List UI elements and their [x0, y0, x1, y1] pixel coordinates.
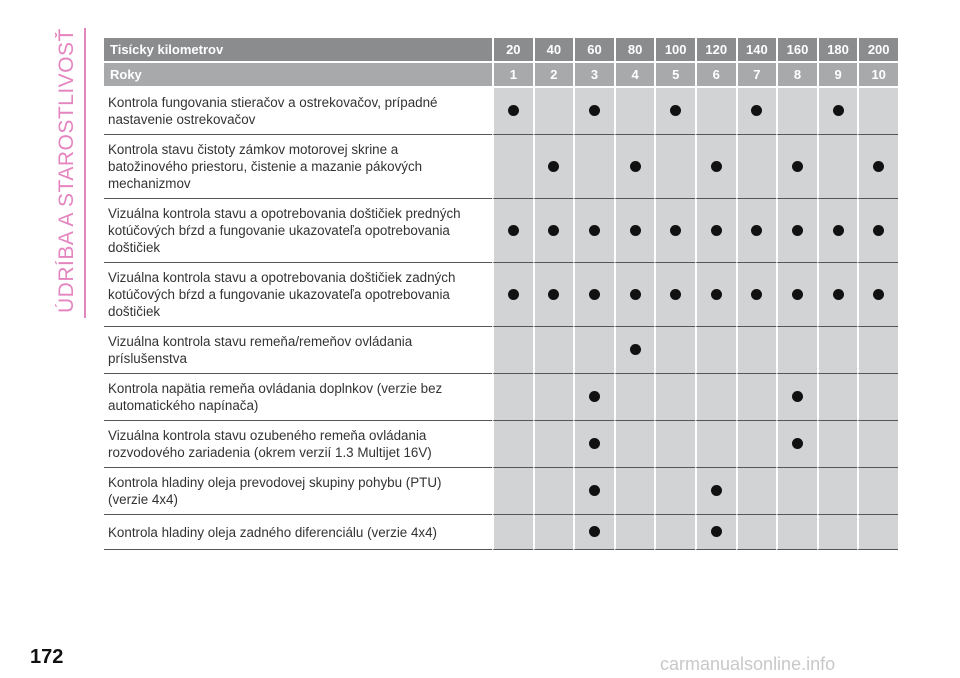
table-row: [104, 374, 898, 421]
check-dot-icon: [548, 161, 559, 172]
row-label: Vizuálna kontrola stavu a opotrebovania doštičiek predných kotúčových bŕzd a fungovanie ukazovateľa opotrebovania doštičiek: [104, 199, 492, 263]
schedule-cell: [654, 515, 695, 550]
schedule-cell: [654, 135, 695, 199]
row-label: Vizuálna kontrola stavu ozubeného remeňa ovládania rozvodového zariadenia (okrem verzií 1.3 Multijet 16V): [104, 421, 492, 468]
schedule-cell: [736, 374, 777, 421]
schedule-cell: [614, 374, 655, 421]
schedule-cell: [614, 263, 655, 327]
header-years-value: 3: [573, 63, 614, 88]
schedule-cell: [736, 515, 777, 550]
header-row-km: [104, 38, 898, 63]
header-years-value: 2: [533, 63, 574, 88]
schedule-cell: [857, 327, 898, 374]
check-dot-icon: [833, 289, 844, 300]
schedule-cell: [857, 468, 898, 515]
schedule-cell: [776, 88, 817, 135]
schedule-cell: [492, 263, 533, 327]
schedule-cell: [533, 468, 574, 515]
header-row-years: [104, 63, 898, 88]
schedule-cell: [776, 515, 817, 550]
header-km-value: 200: [857, 38, 898, 63]
header-km-value: 80: [614, 38, 655, 63]
check-dot-icon: [833, 225, 844, 236]
check-dot-icon: [833, 105, 844, 116]
header-years-value: 6: [695, 63, 736, 88]
schedule-cell: [614, 421, 655, 468]
schedule-cell: [776, 374, 817, 421]
row-label: Kontrola fungovania stieračov a ostrekovačov, prípadné nastavenie ostrekovačov: [104, 88, 492, 135]
page-number: 172: [30, 646, 64, 668]
check-dot-icon: [589, 485, 600, 496]
check-dot-icon: [711, 225, 722, 236]
schedule-cell: [695, 88, 736, 135]
schedule-cell: [573, 374, 614, 421]
schedule-cell: [817, 135, 858, 199]
schedule-cell: [695, 374, 736, 421]
table-row: [104, 263, 898, 327]
row-label: Vizuálna kontrola stavu a opotrebovania doštičiek zadných kotúčových bŕzd a fungovanie ukazovateľa opotrebovania doštičiek: [104, 263, 492, 327]
schedule-cell: [817, 421, 858, 468]
schedule-cell: [492, 515, 533, 550]
schedule-cell: [614, 135, 655, 199]
section-title: ÚDRÍBA A STAROSTLIVOSŤ: [55, 28, 78, 313]
schedule-cell: [695, 327, 736, 374]
schedule-cell: [736, 199, 777, 263]
check-dot-icon: [630, 289, 641, 300]
schedule-cell: [533, 88, 574, 135]
check-dot-icon: [508, 105, 519, 116]
schedule-cell: [817, 199, 858, 263]
check-dot-icon: [670, 105, 681, 116]
schedule-cell: [695, 468, 736, 515]
header-km-value: 180: [817, 38, 858, 63]
schedule-cell: [492, 468, 533, 515]
header-km-value: 20: [492, 38, 533, 63]
check-dot-icon: [711, 289, 722, 300]
schedule-cell: [533, 135, 574, 199]
check-dot-icon: [751, 289, 762, 300]
section-divider: [84, 28, 86, 318]
schedule-cell: [776, 327, 817, 374]
schedule-cell: [492, 199, 533, 263]
check-dot-icon: [589, 526, 600, 537]
schedule-cell: [736, 327, 777, 374]
row-label: Vizuálna kontrola stavu remeňa/remeňov ovládania príslušenstva: [104, 327, 492, 374]
schedule-cell: [573, 88, 614, 135]
header-years-value: 10: [857, 63, 898, 88]
schedule-cell: [492, 374, 533, 421]
schedule-cell: [492, 421, 533, 468]
check-dot-icon: [630, 161, 641, 172]
schedule-cell: [695, 135, 736, 199]
schedule-cell: [492, 135, 533, 199]
header-years-value: 1: [492, 63, 533, 88]
check-dot-icon: [589, 105, 600, 116]
check-dot-icon: [792, 391, 803, 402]
check-dot-icon: [630, 225, 641, 236]
schedule-cell: [736, 88, 777, 135]
schedule-cell: [817, 515, 858, 550]
header-km-value: 140: [736, 38, 777, 63]
schedule-cell: [857, 421, 898, 468]
schedule-cell: [533, 374, 574, 421]
schedule-cell: [533, 515, 574, 550]
header-km-value: 40: [533, 38, 574, 63]
check-dot-icon: [589, 225, 600, 236]
schedule-cell: [817, 263, 858, 327]
row-label: Kontrola napätia remeňa ovládania doplnkov (verzie bez automatického napínača): [104, 374, 492, 421]
schedule-cell: [654, 88, 695, 135]
schedule-cell: [614, 327, 655, 374]
schedule-cell: [857, 263, 898, 327]
schedule-cell: [573, 421, 614, 468]
check-dot-icon: [711, 161, 722, 172]
check-dot-icon: [548, 225, 559, 236]
schedule-cell: [776, 421, 817, 468]
check-dot-icon: [792, 161, 803, 172]
header-km-value: 60: [573, 38, 614, 63]
schedule-cell: [654, 263, 695, 327]
schedule-cell: [857, 135, 898, 199]
header-years-value: 5: [654, 63, 695, 88]
check-dot-icon: [670, 225, 681, 236]
schedule-cell: [776, 468, 817, 515]
row-label: Kontrola hladiny oleja prevodovej skupiny pohybu (PTU) (verzie 4x4): [104, 468, 492, 515]
schedule-cell: [533, 263, 574, 327]
table-row: [104, 421, 898, 468]
check-dot-icon: [670, 289, 681, 300]
schedule-cell: [533, 199, 574, 263]
schedule-cell: [654, 199, 695, 263]
check-dot-icon: [711, 526, 722, 537]
check-dot-icon: [792, 438, 803, 449]
check-dot-icon: [873, 161, 884, 172]
check-dot-icon: [792, 289, 803, 300]
row-label: Kontrola stavu čistoty zámkov motorovej skrine a batožinového priestoru, čistenie a mazanie pákových mechanizmov: [104, 135, 492, 199]
schedule-cell: [614, 199, 655, 263]
schedule-cell: [736, 421, 777, 468]
row-label: Kontrola hladiny oleja zadného diferenciálu (verzie 4x4): [104, 515, 492, 550]
schedule-cell: [857, 374, 898, 421]
schedule-cell: [695, 515, 736, 550]
schedule-cell: [817, 374, 858, 421]
header-km-label: Tisícky kilometrov: [104, 38, 492, 63]
check-dot-icon: [508, 289, 519, 300]
schedule-cell: [614, 468, 655, 515]
schedule-cell: [776, 263, 817, 327]
check-dot-icon: [630, 344, 641, 355]
header-years-value: 8: [776, 63, 817, 88]
schedule-cell: [573, 199, 614, 263]
check-dot-icon: [751, 225, 762, 236]
schedule-cell: [533, 327, 574, 374]
schedule-cell: [736, 135, 777, 199]
schedule-cell: [654, 374, 695, 421]
schedule-cell: [614, 515, 655, 550]
header-years-label: Roky: [104, 63, 492, 88]
table-row: [104, 135, 898, 199]
schedule-cell: [817, 88, 858, 135]
check-dot-icon: [873, 289, 884, 300]
header-years-value: 4: [614, 63, 655, 88]
schedule-cell: [736, 263, 777, 327]
table-row: [104, 515, 898, 550]
watermark: carmanualsonline.info: [660, 654, 836, 674]
schedule-cell: [654, 421, 695, 468]
table-row: [104, 468, 898, 515]
schedule-cell: [695, 199, 736, 263]
schedule-cell: [573, 263, 614, 327]
schedule-cell: [817, 327, 858, 374]
schedule-cell: [654, 468, 695, 515]
maintenance-schedule-table: [104, 38, 898, 550]
schedule-cell: [573, 327, 614, 374]
schedule-cell: [736, 468, 777, 515]
schedule-cell: [776, 135, 817, 199]
schedule-cell: [573, 135, 614, 199]
check-dot-icon: [589, 289, 600, 300]
header-years-value: 7: [736, 63, 777, 88]
table-row: [104, 199, 898, 263]
check-dot-icon: [711, 485, 722, 496]
check-dot-icon: [589, 391, 600, 402]
check-dot-icon: [751, 105, 762, 116]
check-dot-icon: [548, 289, 559, 300]
schedule-cell: [776, 199, 817, 263]
schedule-cell: [857, 88, 898, 135]
schedule-cell: [533, 421, 574, 468]
schedule-cell: [857, 199, 898, 263]
header-km-value: 120: [695, 38, 736, 63]
header-km-value: 160: [776, 38, 817, 63]
schedule-cell: [614, 88, 655, 135]
schedule-cell: [695, 263, 736, 327]
schedule-cell: [857, 515, 898, 550]
check-dot-icon: [589, 438, 600, 449]
check-dot-icon: [792, 225, 803, 236]
schedule-cell: [492, 88, 533, 135]
header-km-value: 100: [654, 38, 695, 63]
schedule-cell: [492, 327, 533, 374]
header-years-value: 9: [817, 63, 858, 88]
table-row: [104, 327, 898, 374]
check-dot-icon: [873, 225, 884, 236]
check-dot-icon: [508, 225, 519, 236]
schedule-cell: [695, 421, 736, 468]
schedule-cell: [817, 468, 858, 515]
schedule-cell: [654, 327, 695, 374]
schedule-cell: [573, 468, 614, 515]
schedule-cell: [573, 515, 614, 550]
table-row: [104, 88, 898, 135]
